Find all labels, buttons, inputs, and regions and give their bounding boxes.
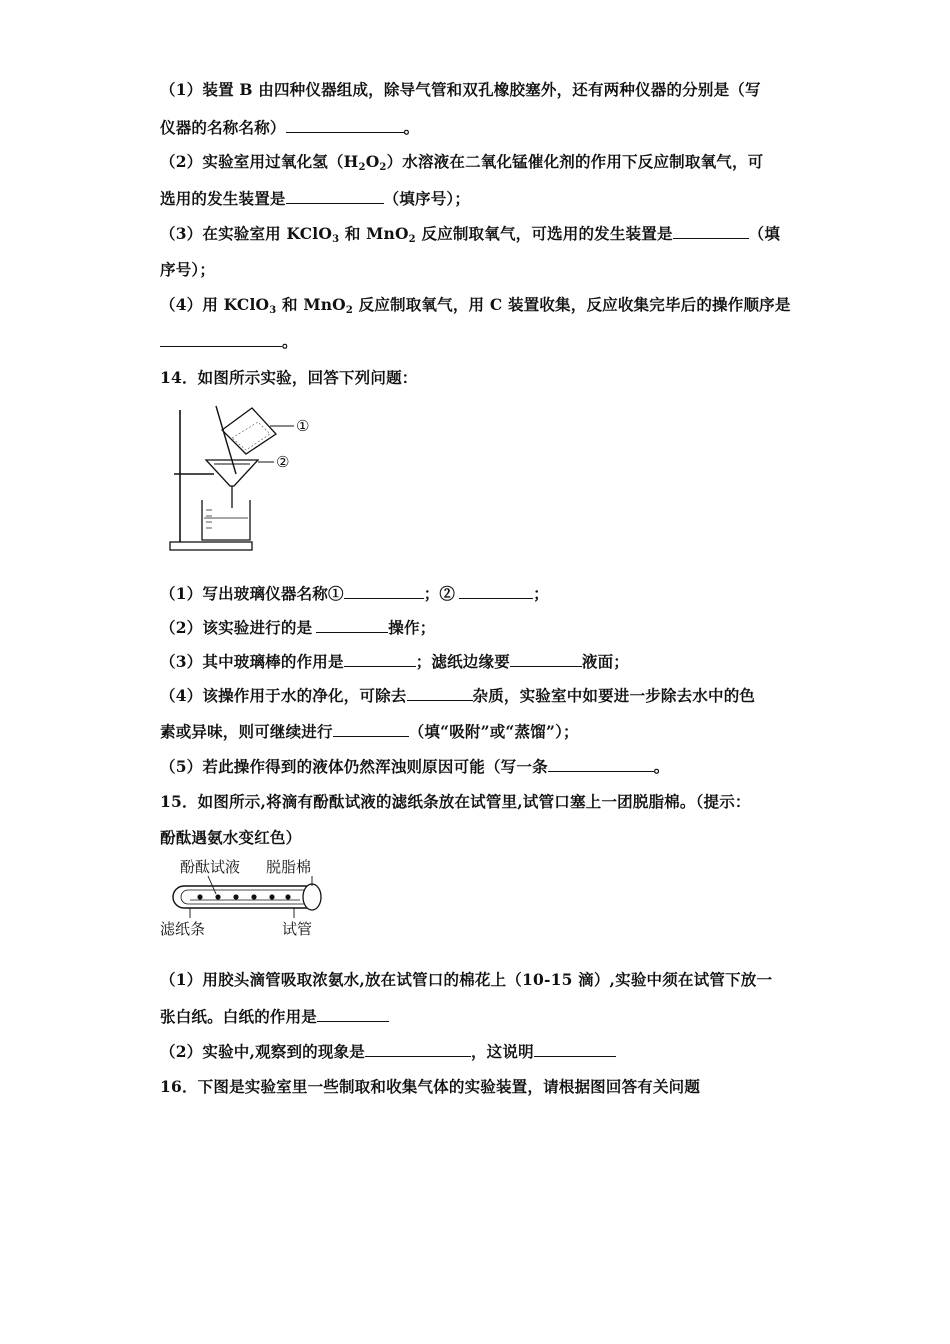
stand-base: [170, 542, 252, 550]
q13-part1-line2: [160, 116, 419, 138]
q13-part2-blank[interactable]: [286, 188, 384, 204]
q14-part4-text-a: （4）该操作用于水的净化，可除去: [160, 686, 407, 705]
subscript: 3: [269, 305, 277, 316]
q14-part4-blank-2[interactable]: [333, 721, 409, 737]
q14-part1-text: （1）写出玻璃仪器名称①: [160, 584, 344, 603]
q15-stem-line2: 酚酞遇氨水变红色）: [160, 828, 302, 847]
q14-stem: 14．如图所示实验，回答下列问题：: [160, 368, 418, 387]
q14-part4-end: （填“吸附”或“蒸馏”）；: [408, 722, 579, 741]
q13-part1-line1: （1）装置 B 由四种仪器组成，除导气管和双孔橡胶塞外，还有两种仪器的分别是（写: [160, 80, 761, 99]
subscript: 2: [408, 234, 416, 245]
q15-stem-line1: 15．如图所示,将滴有酚酞试液的滤纸条放在试管里,试管口塞上一团脱脂棉。（提示：: [160, 792, 751, 811]
label-2: ②: [276, 453, 290, 471]
q15-part2-mid: ，这说明: [470, 1042, 534, 1061]
q14-part3: [160, 650, 629, 672]
q13-part1-text: 仪器的名称名称）: [160, 118, 286, 137]
q13-part2-line1: [160, 150, 763, 173]
q14-part2-end: 操作；: [388, 618, 436, 637]
q14-part2-blank[interactable]: [316, 617, 388, 633]
q15-part2-blank-1[interactable]: [365, 1041, 471, 1057]
q13-part4-end: 。: [282, 332, 298, 351]
q13-part2-line2: [160, 187, 470, 209]
drop: [269, 894, 274, 899]
q13-part4-line2: [160, 330, 298, 352]
q13-part3-line1: [160, 222, 780, 245]
q14-part3-text: （3）其中玻璃棒的作用是: [160, 652, 344, 671]
subscript: 3: [332, 234, 340, 245]
q13-part2-text-c: ）水溶液在二氧化锰催化剂的作用下反应制取氧气，可: [386, 152, 764, 171]
label-cotton: 脱脂棉: [266, 858, 312, 876]
drop: [251, 894, 256, 899]
label-test-tube: 试管: [282, 920, 313, 938]
q13-part1-blank[interactable]: [286, 117, 404, 133]
q15-part2-blank-2[interactable]: [534, 1041, 616, 1057]
pouring-beaker: [222, 408, 276, 454]
drop: [197, 894, 202, 899]
drop: [215, 894, 220, 899]
q15-part1-line2: [160, 1005, 389, 1027]
test-tube-figure: [160, 852, 340, 944]
q14-part5-blank[interactable]: [548, 756, 654, 772]
subscript: 2: [345, 305, 354, 316]
q14-part3-blank-1[interactable]: [344, 651, 416, 667]
q14-part3-mid: ；滤纸边缘要: [415, 652, 510, 671]
filtration-apparatus-figure: [166, 400, 326, 558]
q15-part1-line1: （1）用胶头滴管吸取浓氨水,放在试管口的棉花上（10-15 滴）,实验中须在试管下放一: [160, 970, 773, 989]
cotton-plug: [303, 884, 321, 910]
q13-part3-text-b: 和 MnO: [339, 224, 409, 243]
q14-part1: [160, 582, 549, 604]
receiving-beaker: [202, 500, 250, 540]
q14-part5: [160, 755, 670, 777]
subscript: 2: [379, 162, 387, 173]
q14-part2: [160, 616, 435, 638]
q13-part4-text-b: 和 MnO: [276, 295, 346, 314]
q13-part3-text-a: （3）在实验室用 KClO: [160, 224, 333, 243]
q13-part2-text-b: O: [365, 152, 380, 171]
q13-part3-line2: 序号）；: [160, 260, 216, 279]
label-phenolphthalein: 酚酞试液: [180, 858, 241, 876]
q13-part3-blank[interactable]: [673, 223, 749, 239]
q15-part2: [160, 1040, 616, 1062]
q14-part3-end: 液面；: [581, 652, 629, 671]
q13-part2-end: （填序号）；: [383, 189, 471, 208]
drop: [233, 894, 238, 899]
q14-part4-line1: [160, 684, 755, 706]
q13-part1-end: 。: [403, 118, 420, 137]
q15-part2-text: （2）实验中,观察到的现象是: [160, 1042, 365, 1061]
q15-part1-blank[interactable]: [317, 1006, 389, 1022]
q14-part4-line2: [160, 720, 579, 742]
q14-part4-text-c: 素或异味，则可继续进行: [160, 722, 333, 741]
label-1: ①: [296, 417, 310, 435]
q15-part1-text: 张白纸。白纸的作用是: [160, 1007, 318, 1026]
label-filter-strip: 滤纸条: [160, 920, 206, 938]
q14-part2-text: （2）该实验进行的是: [160, 618, 313, 637]
q13-part2-text-d: 选用的发生装置是: [160, 189, 286, 208]
q13-part3-end: （填: [748, 224, 781, 243]
q13-part4-text-a: （4）用 KClO: [160, 295, 270, 314]
q14-part4-blank-1[interactable]: [407, 685, 473, 701]
q13-part4-blank[interactable]: [160, 331, 282, 347]
q14-part4-text-b: 杂质，实验室中如要进一步除去水中的色: [472, 686, 756, 705]
drop: [285, 894, 290, 899]
q14-part3-blank-2[interactable]: [510, 651, 582, 667]
q13-part2-text-a: （2）实验室用过氧化氢（H: [160, 152, 359, 171]
q14-part1-blank-1[interactable]: [344, 583, 424, 599]
subscript: 2: [358, 162, 366, 173]
q16-stem: 16．下图是实验室里一些制取和收集气体的实验装置，请根据图回答有关问题: [160, 1077, 701, 1096]
q14-part5-end: 。: [653, 757, 670, 776]
q13-part4-text-c: 反应制取氧气，用 C 装置收集，反应收集完毕后的操作顺序是: [353, 295, 791, 314]
q13-part4-line1: [160, 293, 791, 316]
q14-part1-end: ；: [533, 584, 549, 603]
q14-part1-mid: ；②: [423, 584, 456, 603]
q14-part1-blank-2[interactable]: [459, 583, 533, 599]
q13-part3-text-c: 反应制取氧气，可选用的发生装置是: [415, 224, 673, 243]
q14-part5-text: （5）若此操作得到的液体仍然浑浊则原因可能（写一条: [160, 757, 548, 776]
